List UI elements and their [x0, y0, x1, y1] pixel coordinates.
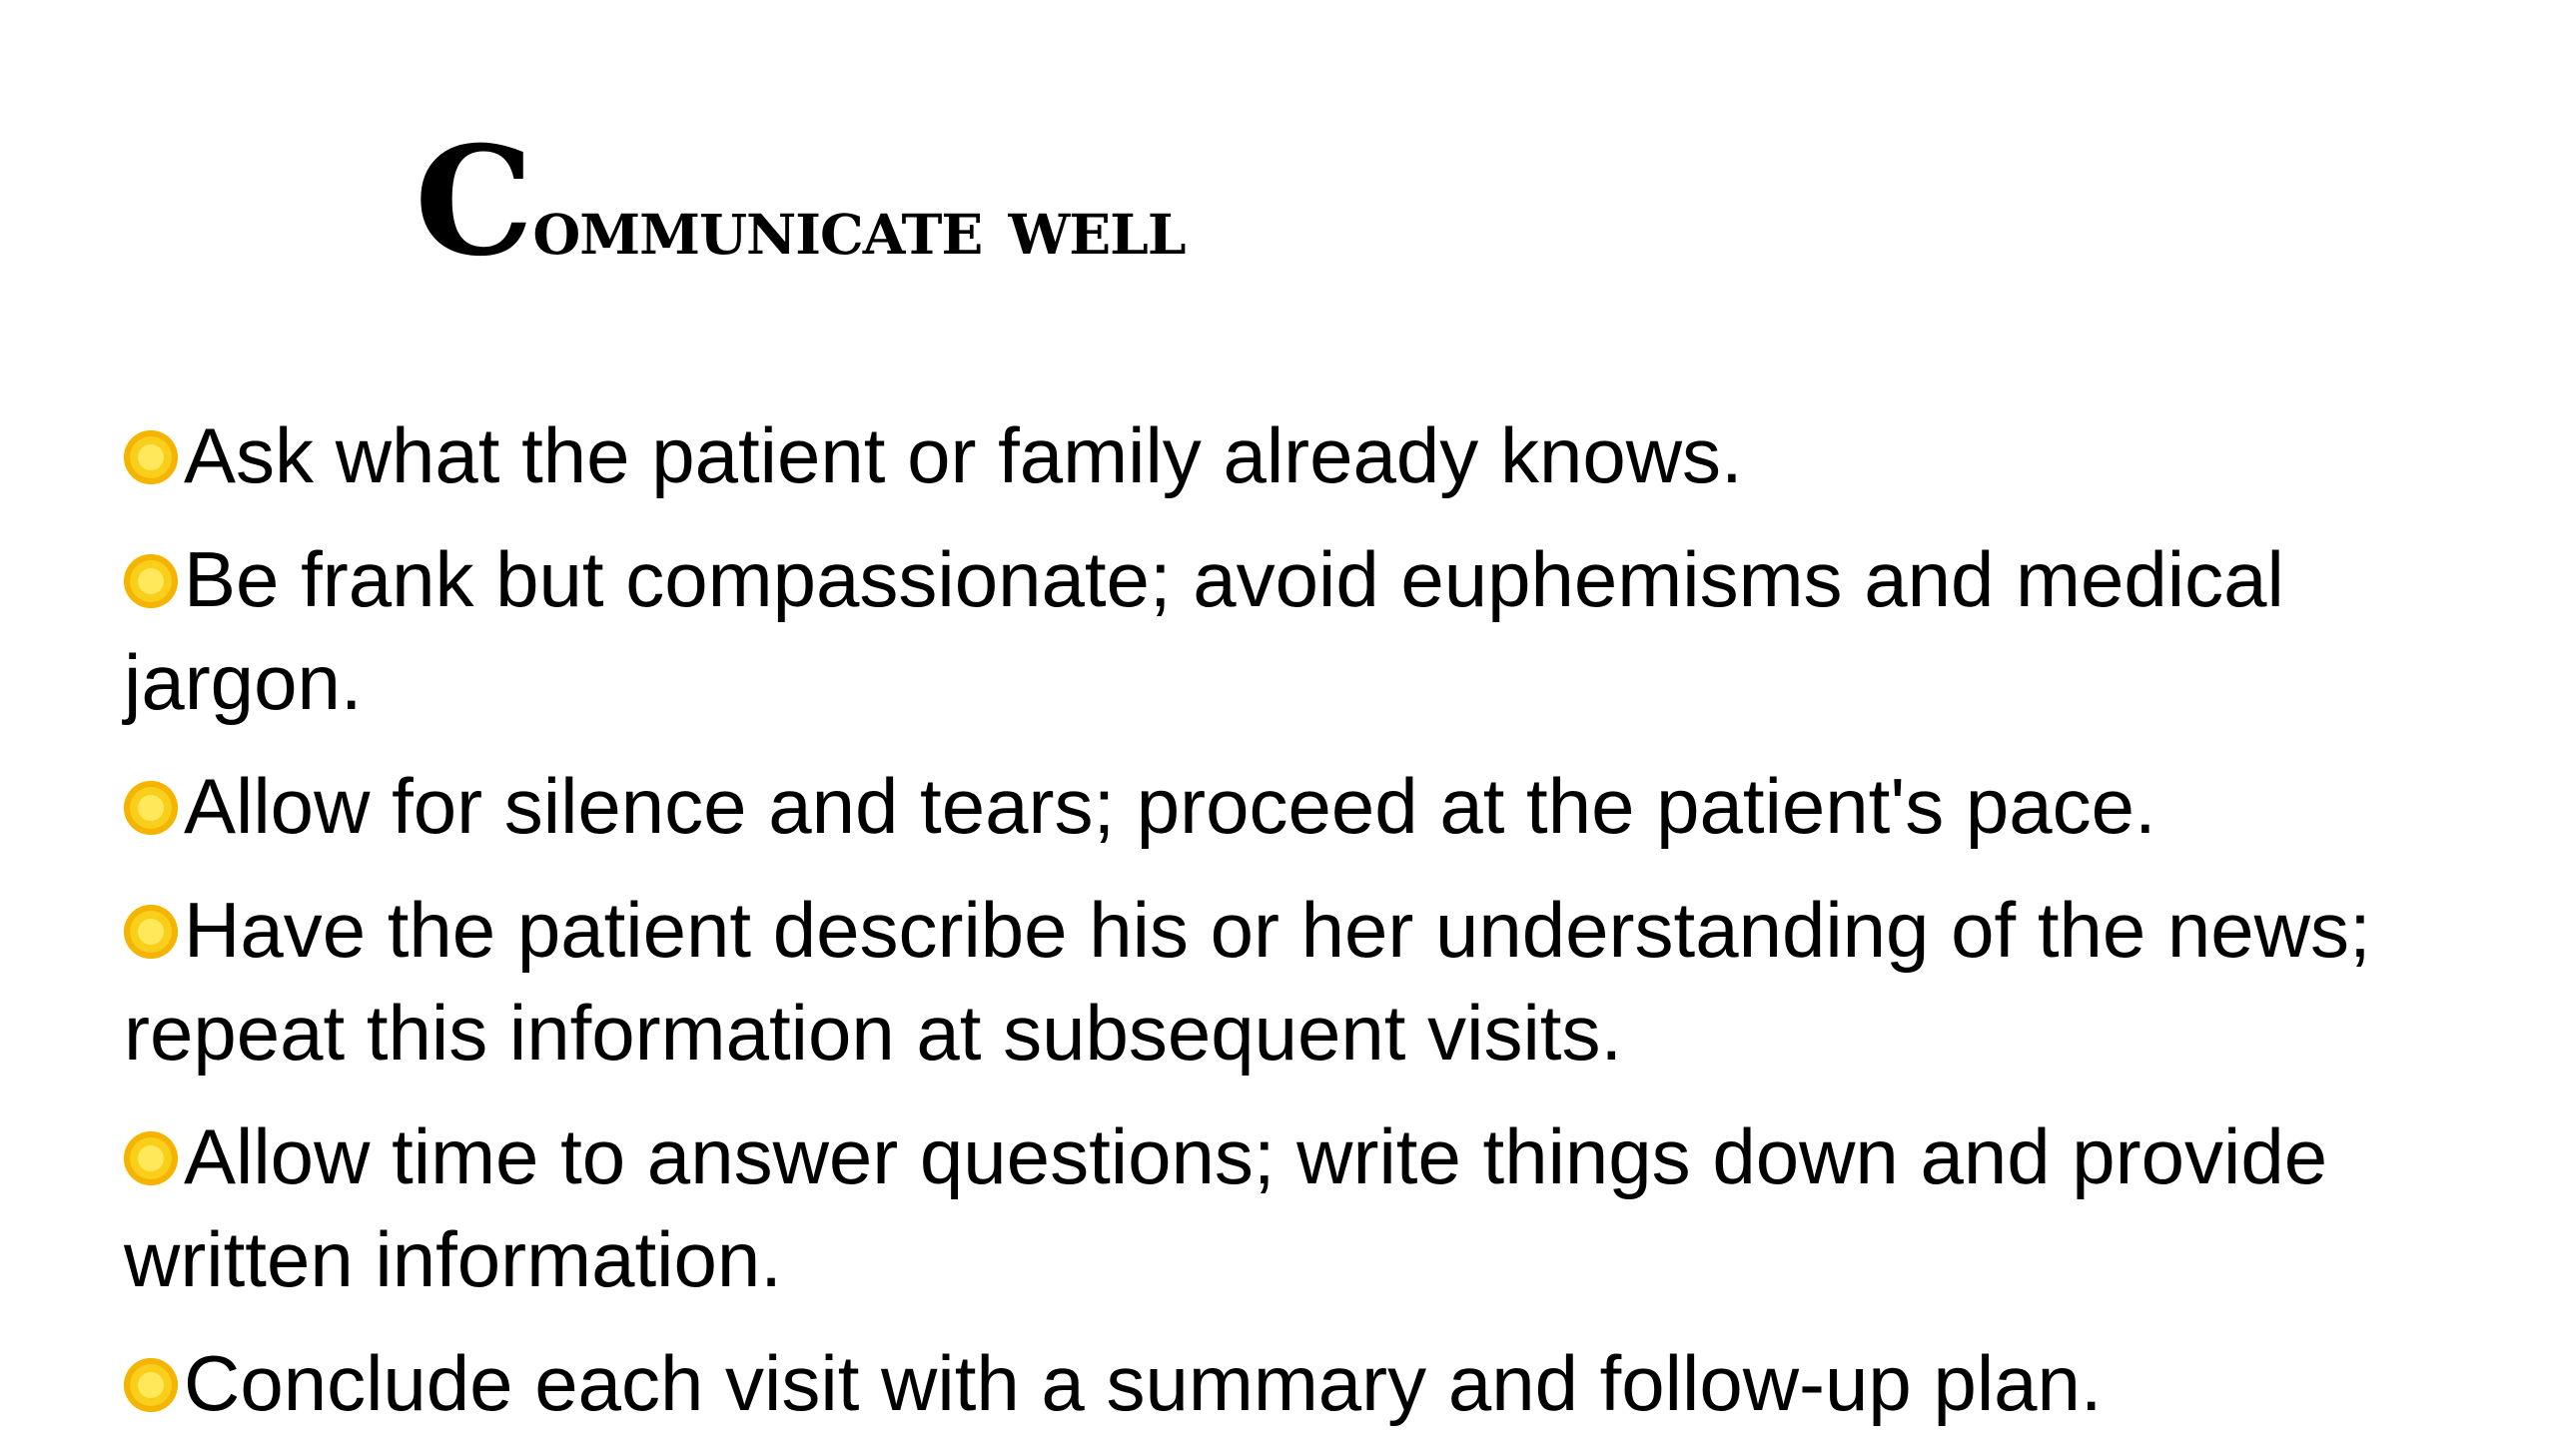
bullet-text: Ask what the patient or family already knows. — [184, 411, 1743, 499]
bullet-icon — [124, 905, 178, 959]
bullet-text: Allow time to answer questions; write things down and provide written information. — [124, 1112, 2328, 1303]
bullet-icon — [124, 1131, 178, 1185]
bullet-icon — [124, 1358, 178, 1412]
bullet-text: Be frank but compassionate; avoid euphemisms and medical jargon. — [124, 535, 2284, 726]
bullet-icon — [124, 430, 178, 484]
bullet-item — [124, 404, 2441, 507]
bullet-item — [124, 1105, 2441, 1311]
bullet-icon — [124, 781, 178, 835]
bullet-item — [124, 755, 2441, 858]
bullet-list — [124, 404, 2441, 1456]
bullet-text: Allow for silence and tears; proceed at the patient's pace. — [184, 762, 2156, 850]
bullet-icon — [124, 554, 178, 608]
bullet-text: Have the patient describe his or her understanding of the news; repeat this information at subsequent visits. — [124, 886, 2371, 1077]
bullet-item — [124, 528, 2441, 734]
slide-title-rest: ommunicate well — [532, 182, 1186, 273]
slide-title — [415, 112, 1186, 292]
bullet-text: Conclude each visit with a summary and follow-up plan. — [184, 1339, 2103, 1427]
bullet-item — [124, 879, 2441, 1085]
slide-title-initial: C — [415, 114, 533, 290]
bullet-item — [124, 1332, 2441, 1435]
